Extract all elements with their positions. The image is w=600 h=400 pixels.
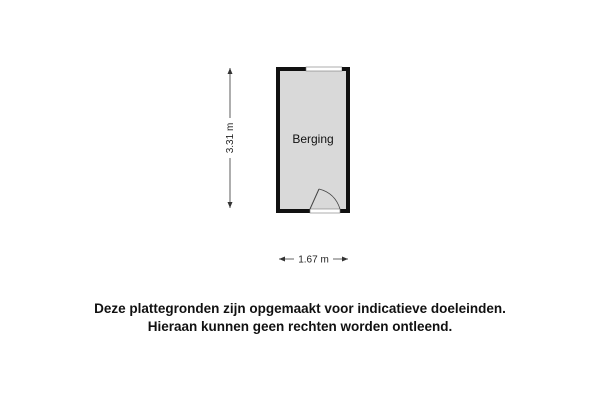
- disclaimer-line-1: Deze plattegronden zijn opgemaakt voor indicatieve doeleinden.: [94, 301, 506, 316]
- wall-right: [346, 67, 350, 213]
- arrow-right-icon: [342, 257, 348, 262]
- dimension-width: [279, 252, 348, 266]
- door-threshold: [310, 209, 340, 213]
- dimension-height: [224, 68, 236, 208]
- wall-bottom-left: [276, 209, 310, 213]
- disclaimer-line-2: Hieraan kunnen geen rechten worden ontleend.: [147, 319, 453, 334]
- dimension-height-label: 3.31 m: [225, 122, 236, 154]
- wall-left: [276, 67, 280, 213]
- arrow-down-icon: [228, 202, 233, 208]
- wall-top-right: [342, 67, 350, 71]
- window: [306, 67, 342, 71]
- dimension-width-label: 1.67 m: [298, 254, 329, 266]
- arrow-left-icon: [279, 257, 285, 262]
- wall-top-left: [276, 67, 306, 71]
- arrow-up-icon: [228, 68, 233, 74]
- wall-bottom-right: [340, 209, 350, 213]
- room-label: Berging: [292, 132, 334, 146]
